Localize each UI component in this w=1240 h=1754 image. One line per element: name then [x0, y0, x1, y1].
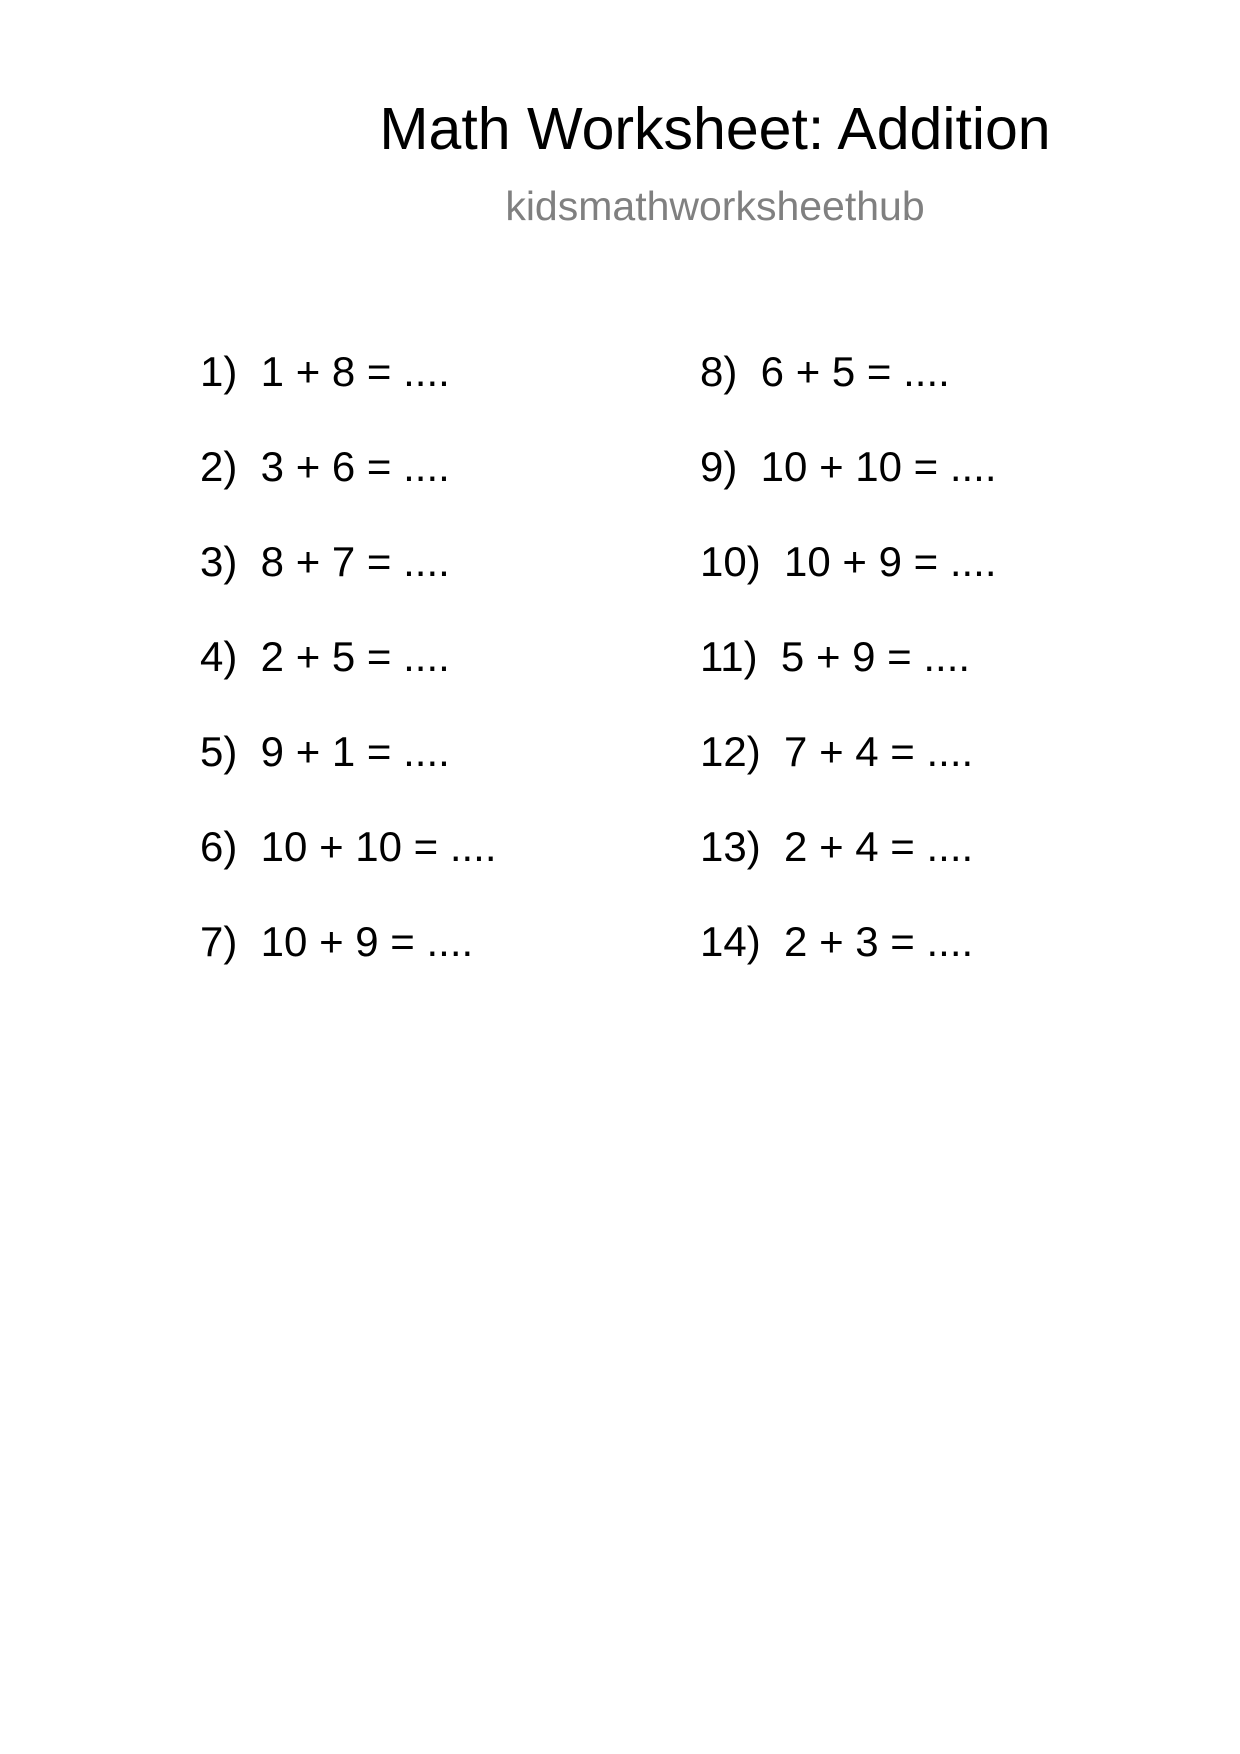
problem-7: 7) 10 + 9 = .... [200, 918, 474, 965]
problem-12: 12) 7 + 4 = .... [700, 728, 974, 775]
problem-13: 13) 2 + 4 = .... [700, 823, 974, 870]
problem-5: 5) 9 + 1 = .... [200, 728, 450, 775]
problem-9: 9) 10 + 10 = .... [700, 443, 997, 490]
problem-3: 3) 8 + 7 = .... [200, 538, 450, 585]
page-title: Math Worksheet: Addition [379, 96, 1051, 162]
problem-6: 6) 10 + 10 = .... [200, 823, 497, 870]
page-subtitle: kidsmathworksheethub [505, 183, 925, 229]
problem-2: 2) 3 + 6 = .... [200, 443, 450, 490]
problem-4: 4) 2 + 5 = .... [200, 633, 450, 680]
problems-right-column [700, 348, 997, 1013]
problems-left-column [200, 348, 497, 1013]
problem-14: 14) 2 + 3 = .... [700, 918, 974, 965]
problem-11: 11) 5 + 9 = .... [700, 633, 971, 680]
problem-1: 1) 1 + 8 = .... [200, 348, 450, 395]
problem-8: 8) 6 + 5 = .... [700, 348, 950, 395]
problem-10: 10) 10 + 9 = .... [700, 538, 997, 585]
